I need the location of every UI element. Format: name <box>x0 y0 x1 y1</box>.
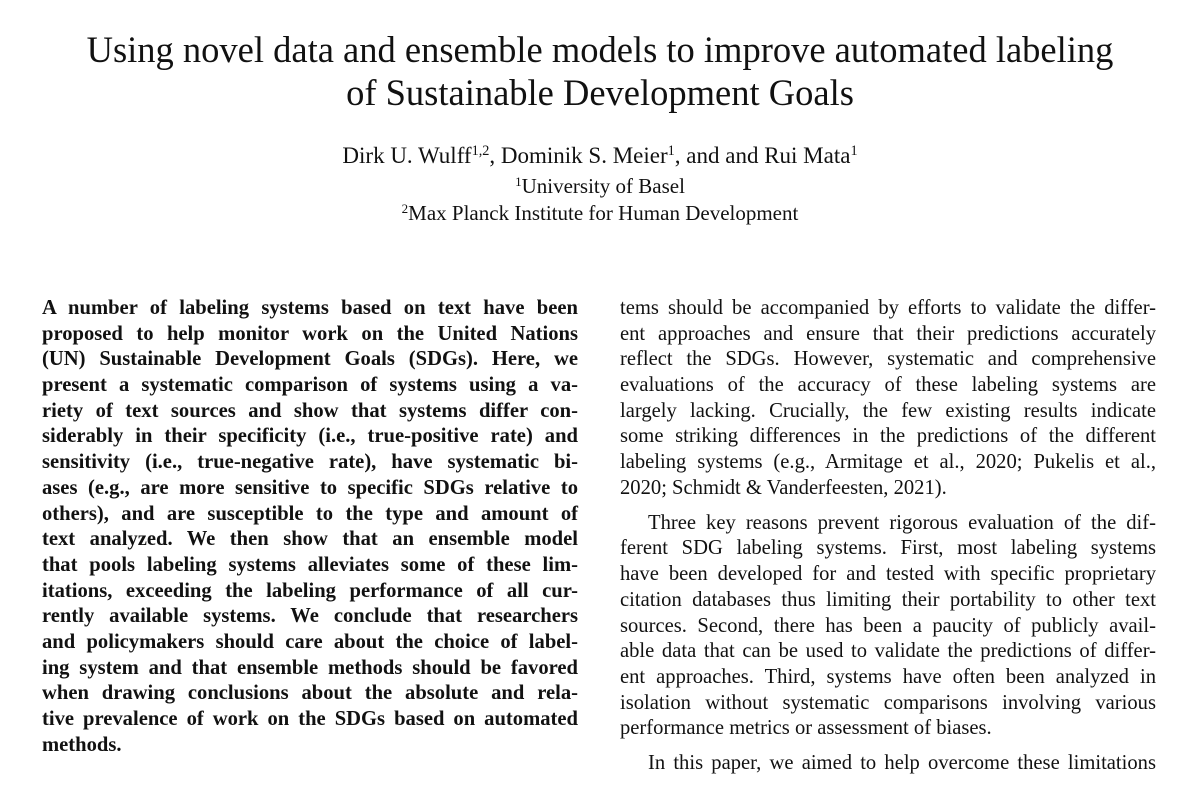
author-list <box>0 142 1200 170</box>
text-line: present a systematic comparison of systems using a va- <box>42 374 578 397</box>
text-line: reflect the SDGs. However, systematic and comprehensive <box>620 348 1156 371</box>
text-line: sensitivity (i.e., true-negative rate), have systematic bi- <box>42 451 578 474</box>
affiliation-1 <box>0 173 1200 199</box>
affiliation-mark: 1 <box>515 173 522 189</box>
author-1-affiliation-mark: 1,2 <box>471 143 490 160</box>
text-line: proposed to help monitor work on the United Nations <box>42 322 578 345</box>
author-2: Dominik S. Meier <box>500 143 668 168</box>
text-line: In this paper, we aimed to help overcome these limitations <box>648 752 1156 775</box>
text-line: others), and are susceptible to the type and amount of <box>42 502 578 525</box>
author-2-affiliation-mark: 1 <box>667 143 675 160</box>
body-paragraph <box>620 511 1156 742</box>
author-3-affiliation-mark: 1 <box>850 143 858 160</box>
author-separator: , <box>489 143 501 168</box>
affiliation-mark: 2 <box>401 200 409 216</box>
text-line: ent approaches and ensure that their predictions accurately <box>620 322 1156 345</box>
text-line: siderably in their specificity (i.e., true-positive rate) and <box>42 425 578 448</box>
paper-title <box>0 28 1200 114</box>
text-line: ing system and that ensemble methods should be favored <box>42 656 578 679</box>
body-text-column <box>620 296 1156 777</box>
text-line: Three key reasons prevent rigorous evaluation of the dif- <box>648 511 1156 534</box>
abstract-paragraph <box>42 296 578 758</box>
paragraph-gap <box>620 742 1156 751</box>
text-line: sources. Second, there has been a paucity of publicly avail- <box>620 614 1156 637</box>
paragraph-gap <box>620 502 1156 511</box>
text-line: when drawing conclusions about the absolute and rela- <box>42 682 578 705</box>
text-line: itations, exceeding the labeling performance of all cur- <box>42 579 578 602</box>
text-line: 2020; Schmidt & Vanderfeesten, 2021). <box>620 476 947 499</box>
text-line: ases (e.g., are more sensitive to specific SDGs relative to <box>42 476 578 499</box>
text-line: ferent SDG labeling systems. First, most labeling systems <box>620 537 1156 560</box>
text-line: text analyzed. We then show that an ensemble model <box>42 528 578 551</box>
text-line: methods. <box>42 733 122 756</box>
text-line: (UN) Sustainable Development Goals (SDGs). Here, we <box>42 348 578 371</box>
text-line: citation databases thus limiting their portability to other text <box>620 588 1156 611</box>
text-line: largely lacking. Crucially, the few existing results indicate <box>620 399 1156 422</box>
title-line-1: Using novel data and ensemble models to improve automated labeling <box>86 29 1114 70</box>
abstract <box>42 296 578 758</box>
affiliation-name: University of Basel <box>521 174 685 198</box>
text-line: able data that can be used to validate the predictions of differ- <box>620 640 1156 663</box>
body-paragraph <box>620 751 1156 777</box>
author-1: Dirk U. Wulff <box>342 143 472 168</box>
author-3: Rui Mata <box>764 143 851 168</box>
text-line: isolation without systematic comparisons involving various <box>620 691 1156 714</box>
text-line: and policymakers should care about the choice of label- <box>42 630 578 653</box>
text-line: that pools labeling systems alleviates some of these lim- <box>42 553 578 576</box>
text-line: A number of labeling systems based on text have been <box>42 297 578 319</box>
affiliation-name: Max Planck Institute for Human Development <box>408 201 799 225</box>
text-line: riety of text sources and show that systems differ con- <box>42 399 578 422</box>
text-line: tems should be accompanied by efforts to validate the differ- <box>620 297 1156 319</box>
text-line: have been developed for and tested with specific proprietary <box>620 563 1156 586</box>
text-line: rently available systems. We conclude that researchers <box>42 605 578 628</box>
text-line: performance metrics or assessment of biases. <box>620 717 992 740</box>
text-line: tive prevalence of work on the SDGs based on automated <box>42 708 578 730</box>
text-line: some striking differences in the predictions of the different <box>620 425 1156 448</box>
text-line: labeling systems (e.g., Armitage et al., 2020; Pukelis et al., <box>620 451 1156 474</box>
body-paragraph <box>620 296 1156 502</box>
title-line-2: of Sustainable Development Goals <box>346 72 854 113</box>
author-separator: , and and <box>674 143 765 168</box>
text-line: evaluations of the accuracy of these labeling systems are <box>620 374 1156 397</box>
affiliation-2 <box>0 200 1200 226</box>
text-line: ent approaches. Third, systems have often been analyzed in <box>620 665 1156 688</box>
